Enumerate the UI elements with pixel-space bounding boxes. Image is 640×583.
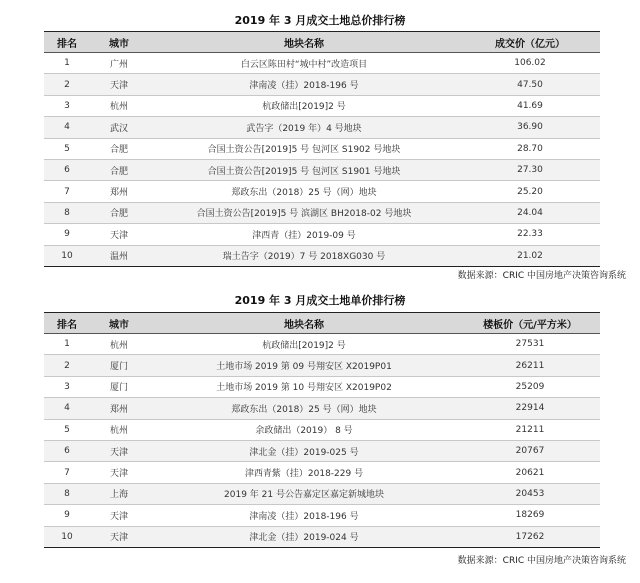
table-header-row (44, 313, 600, 334)
total-price-ranking-table (44, 31, 600, 267)
table-cell: 5 (44, 419, 90, 440)
table-row (44, 398, 600, 419)
table-cell: 土地市场 2019 第 10 号翔安区 X2019P02 (148, 376, 460, 397)
table-cell: 22914 (460, 398, 600, 419)
table-cell: 1 (44, 334, 90, 355)
table-cell: 27531 (460, 334, 600, 355)
table-cell: 2 (44, 74, 90, 95)
table-cell: 武汉 (90, 117, 148, 138)
table-cell: 郑州 (90, 181, 148, 202)
table-cell: 17262 (460, 526, 600, 547)
table-cell: 津南凌（挂）2018-196 号 (148, 505, 460, 526)
table-row (44, 74, 600, 95)
table-cell: 9 (44, 505, 90, 526)
table-cell: 8 (44, 202, 90, 223)
table-cell: 广州 (90, 53, 148, 74)
table-row (44, 117, 600, 138)
table-row (44, 376, 600, 397)
table-cell: 7 (44, 462, 90, 483)
table-cell: 9 (44, 224, 90, 245)
table-cell: 天津 (90, 505, 148, 526)
table-cell: 8 (44, 483, 90, 504)
table-cell: 20453 (460, 483, 600, 504)
table-cell: 24.04 (460, 202, 600, 223)
table-cell: 21.02 (460, 245, 600, 266)
table-cell: 杭州 (90, 419, 148, 440)
table-cell: 4 (44, 398, 90, 419)
table-row (44, 138, 600, 159)
table-cell: 瑞土告字（2019）7 号 2018XG030 号 (148, 245, 460, 266)
table-cell: 津西青紫（挂）2018-229 号 (148, 462, 460, 483)
column-header: 成交价（亿元） (460, 32, 600, 53)
table-row (44, 419, 600, 440)
table-cell: 合国土资公告[2019]5 号 包河区 S1902 号地块 (148, 138, 460, 159)
table-cell: 土地市场 2019 第 09 号翔安区 X2019P01 (148, 355, 460, 376)
table-cell: 41.69 (460, 95, 600, 116)
table-row (44, 355, 600, 376)
table-cell: 27.30 (460, 159, 600, 180)
table-cell: 22.33 (460, 224, 600, 245)
column-header: 排名 (44, 313, 90, 334)
table-cell: 10 (44, 245, 90, 266)
table-cell: 25.20 (460, 181, 600, 202)
table-row (44, 245, 600, 266)
table-row (44, 224, 600, 245)
table-row (44, 53, 600, 74)
table-cell: 津南凌（挂）2018-196 号 (148, 74, 460, 95)
table-cell: 津西青（挂）2019-09 号 (148, 224, 460, 245)
table-cell: 2019 年 21 号公告嘉定区嘉定新城地块 (148, 483, 460, 504)
table-cell: 18269 (460, 505, 600, 526)
table2-source-note: 数据来源：CRIC 中国房地产决策咨询系统 (457, 556, 626, 566)
table-cell: 温州 (90, 245, 148, 266)
table-cell: 4 (44, 117, 90, 138)
table-cell: 杭州 (90, 95, 148, 116)
table-cell: 白云区陈田村“城中村”改造项目 (148, 53, 460, 74)
table-cell: 合国土资公告[2019]5 号 滨湖区 BH2018-02 号地块 (148, 202, 460, 223)
table-cell: 天津 (90, 224, 148, 245)
column-header: 楼板价（元/平方米） (460, 313, 600, 334)
table-cell: 20767 (460, 440, 600, 461)
table1-source-note: 数据来源：CRIC 中国房地产决策咨询系统 (457, 271, 626, 281)
column-header: 城市 (90, 313, 148, 334)
table-cell: 厦门 (90, 355, 148, 376)
table-cell: 武告字（2019 年）4 号地块 (148, 117, 460, 138)
table-cell: 杭政储出[2019]2 号 (148, 95, 460, 116)
table-row (44, 505, 600, 526)
table-row (44, 440, 600, 461)
table-cell: 厦门 (90, 376, 148, 397)
table-cell: 5 (44, 138, 90, 159)
table-cell: 天津 (90, 526, 148, 547)
table-row (44, 334, 600, 355)
table-cell: 郑州 (90, 398, 148, 419)
table-row (44, 483, 600, 504)
table-cell: 天津 (90, 440, 148, 461)
table-cell: 津北金（挂）2019-024 号 (148, 526, 460, 547)
table-cell: 2 (44, 355, 90, 376)
column-header: 地块名称 (148, 32, 460, 53)
table-row (44, 159, 600, 180)
table-cell: 20621 (460, 462, 600, 483)
table-cell: 合肥 (90, 159, 148, 180)
table-cell: 合国土资公告[2019]5 号 包河区 S1901 号地块 (148, 159, 460, 180)
unit-price-ranking-table (44, 312, 600, 548)
table-cell: 津北金（挂）2019-025 号 (148, 440, 460, 461)
table1-title: 2019 年 3 月成交土地总价排行榜 (234, 14, 406, 27)
table-cell: 47.50 (460, 74, 600, 95)
table-cell: 106.02 (460, 53, 600, 74)
table-cell: 天津 (90, 74, 148, 95)
table-cell: 21211 (460, 419, 600, 440)
table-row (44, 181, 600, 202)
table-cell: 26211 (460, 355, 600, 376)
table-row (44, 462, 600, 483)
table-cell: 10 (44, 526, 90, 547)
table-row (44, 202, 600, 223)
table-row (44, 526, 600, 547)
table-header-row (44, 32, 600, 53)
table-cell: 6 (44, 159, 90, 180)
table-cell: 3 (44, 95, 90, 116)
table-cell: 天津 (90, 462, 148, 483)
column-header: 城市 (90, 32, 148, 53)
table-cell: 6 (44, 440, 90, 461)
table-cell: 36.90 (460, 117, 600, 138)
table-cell: 合肥 (90, 138, 148, 159)
table-cell: 上海 (90, 483, 148, 504)
column-header: 排名 (44, 32, 90, 53)
table2-title: 2019 年 3 月成交土地单价排行榜 (234, 294, 406, 307)
column-header: 地块名称 (148, 313, 460, 334)
table-cell: 25209 (460, 376, 600, 397)
table-cell: 郑政东出（2018）25 号（网）地块 (148, 181, 460, 202)
table-row (44, 95, 600, 116)
table-cell: 7 (44, 181, 90, 202)
table-cell: 28.70 (460, 138, 600, 159)
table-cell: 1 (44, 53, 90, 74)
table-cell: 杭政储出[2019]2 号 (148, 334, 460, 355)
table-cell: 余政储出（2019） 8 号 (148, 419, 460, 440)
table-cell: 合肥 (90, 202, 148, 223)
table-cell: 郑政东出（2018）25 号（网）地块 (148, 398, 460, 419)
table-cell: 杭州 (90, 334, 148, 355)
table-cell: 3 (44, 376, 90, 397)
